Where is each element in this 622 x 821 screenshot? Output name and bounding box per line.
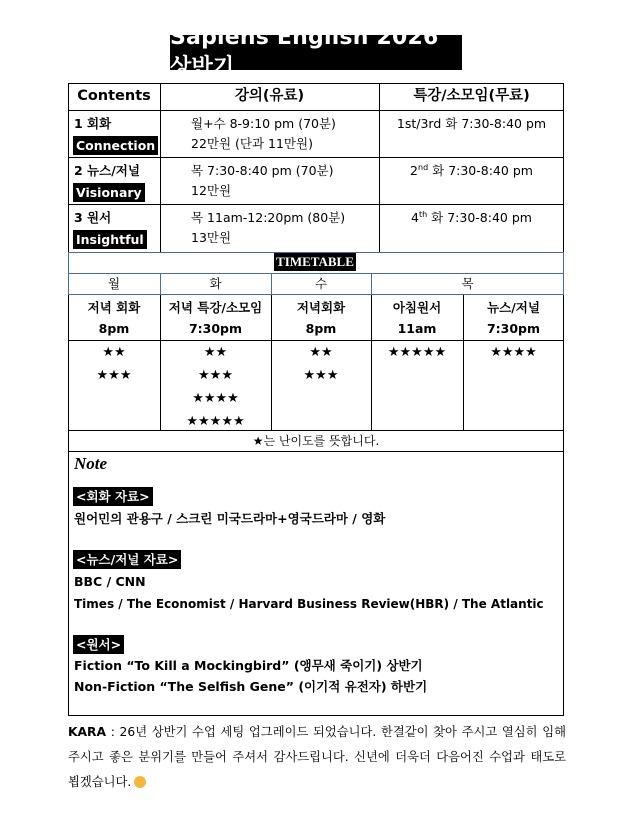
day-label: 월	[107, 276, 121, 291]
header-contents: Contents	[77, 88, 151, 104]
divider	[68, 451, 564, 452]
session-time: 8pm	[305, 321, 337, 336]
note-title: Note	[74, 454, 108, 473]
course-tag: Connection	[73, 136, 158, 155]
footer-author: KARA	[68, 725, 107, 739]
course-price: 12만원	[191, 183, 232, 198]
day-label: 목	[461, 276, 474, 291]
section-tag: <뉴스/저널 자료>	[73, 550, 181, 569]
note-line: Non-Fiction “The Selfish Gene” (이기적 유전자) 하반기	[74, 679, 428, 694]
divider	[68, 430, 564, 431]
smiling-face-icon	[134, 776, 146, 788]
difficulty-stars: ★★ ★★★	[303, 345, 339, 383]
header-lecture: 강의(유료)	[234, 88, 305, 104]
difficulty-stars: ★★★★★	[387, 345, 447, 360]
session-time: 7:30pm	[188, 321, 243, 336]
session-name: 저녁 회화	[87, 300, 141, 315]
timetable-heading: TIMETABLE	[274, 253, 356, 271]
divider	[68, 294, 564, 295]
note-line: Fiction “To Kill a Mockingbird” (앵무새 죽이기) 상반기	[74, 658, 423, 673]
course-name: 2 뉴스/저널	[74, 163, 140, 178]
difficulty-stars: ★★ ★★★	[96, 345, 132, 383]
divider	[68, 110, 564, 111]
special-session: 1st/3rd 화 7:30-8:40 pm	[396, 116, 547, 131]
divider	[68, 157, 564, 158]
session-name: 뉴스/저널	[487, 300, 540, 315]
difficulty-stars: ★★ ★★★ ★★★★ ★★★★★	[186, 345, 245, 429]
session-name: 저녁회화	[296, 300, 346, 315]
special-session: 4th 화 7:30-8:40 pm	[411, 209, 532, 225]
header-special: 특강/소모임(무료)	[413, 88, 530, 104]
session-time: 11am	[397, 321, 437, 336]
course-schedule: 월+수 8-9:10 pm (70분)	[191, 116, 336, 131]
course-price: 22만원 (단과 11만원)	[191, 136, 313, 151]
difficulty-stars: ★★★★	[490, 345, 537, 360]
day-label: 수	[314, 276, 328, 291]
course-name: 3 원서	[74, 210, 112, 225]
session-time: 7:30pm	[486, 321, 541, 336]
divider	[68, 204, 564, 205]
session-name: 저녁 특강/소모임	[168, 300, 263, 315]
course-name: 1 회화	[74, 116, 112, 131]
divider	[68, 273, 564, 274]
page-title: Sapiens English 2026 상반기	[170, 35, 462, 70]
note-line: BBC / CNN	[74, 574, 146, 589]
difficulty-legend: ★는 난이도를 뜻합니다.	[252, 434, 380, 448]
session-time: 8pm	[98, 321, 130, 336]
day-label: 화	[209, 276, 222, 291]
session-name: 아침원서	[392, 300, 442, 315]
course-price: 13만원	[191, 230, 232, 245]
footer-text: : 26년 상반기 수업 세팅 업그레이드 되었습니다. 한결같이 찾아 주시고 열심히 임해주시고 좋은 분위기를 만들어 주셔서 감사드립니다. 신년에 더욱더 다음어진 수업과 태도로 뵙겠습니다.	[68, 725, 566, 789]
course-tag: Visionary	[73, 183, 145, 202]
course-schedule: 목 7:30-8:40 pm (70분)	[191, 163, 334, 178]
special-session: 2nd 화 7:30-8:40 pm	[410, 162, 533, 178]
course-tag: Insightful	[73, 230, 147, 249]
note-line: 원어민의 관용구 / 스크린 미국드라마+영국드라마 / 영화	[74, 511, 386, 526]
footer-message	[68, 720, 566, 795]
note-line: Times / The Economist / Harvard Business Review(HBR) / The Atlantic	[74, 597, 544, 611]
section-tag: <회화 자료>	[73, 487, 153, 506]
section-tag: <원서>	[73, 635, 124, 654]
course-schedule: 목 11am-12:20pm (80분)	[191, 210, 346, 225]
divider	[160, 83, 161, 252]
